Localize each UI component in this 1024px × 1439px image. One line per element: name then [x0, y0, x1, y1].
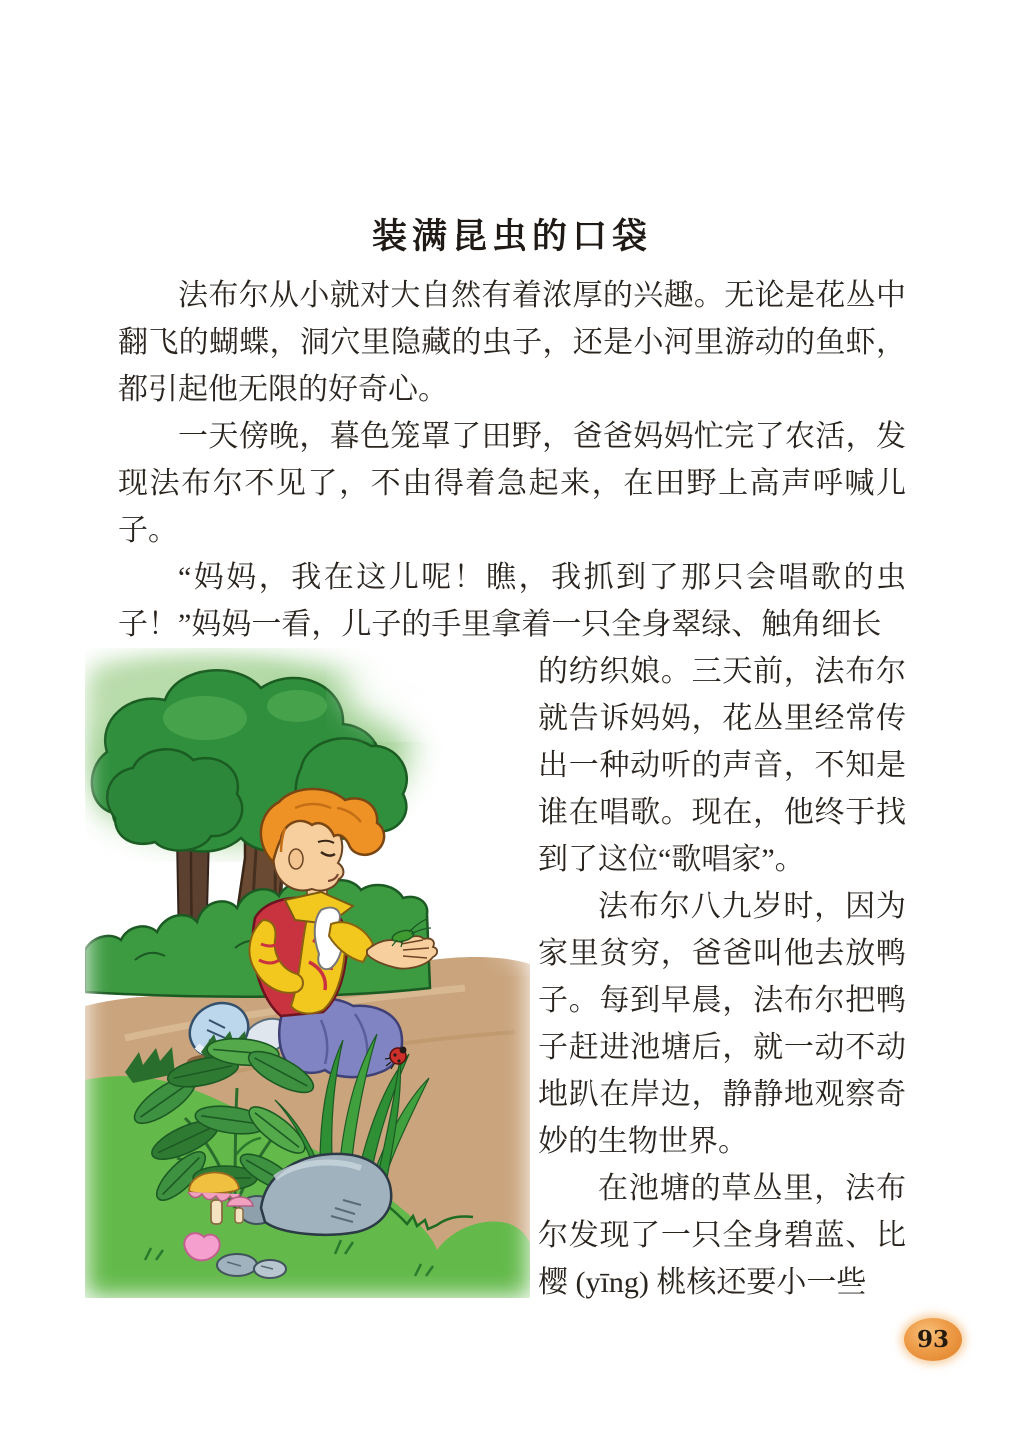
paragraph-3-continued: 的纺织娘。三天前，法布尔就告诉妈妈，花丛里经常传出一种动听的声音，不知是谁在唱歌。现在，他终于找到了这位“歌唱家”。: [538, 655, 906, 876]
paragraph-5: 在池塘的草丛里，法布尔发现了一只全身碧蓝、比樱 (yīng) 桃核还要小一些: [538, 1172, 906, 1299]
ear: [289, 849, 303, 869]
paragraph-2: 一天傍晚，暮色笼罩了田野，爸爸妈妈忙完了农活，发现法布尔不见了，不由得着急起来，在田野上高声呼喊儿子。: [118, 420, 906, 547]
story-illustration-svg: [85, 648, 530, 1298]
right-text-column: [538, 648, 906, 1306]
paragraph-4: 法布尔八九岁时，因为家里贫穷，爸爸叫他去放鸭子。每到早晨，法布尔把鸭子赶进池塘后，就一动不动地趴在岸边，静静地观察奇妙的生物世界。: [538, 890, 906, 1158]
paragraph-1: 法布尔从小就对大自然有着浓厚的兴趣。无论是花丛中翻飞的蝴蝶，洞穴里隐藏的虫子，还是小河里游动的鱼虾，都引起他无限的好奇心。: [118, 279, 906, 406]
page-number-badge: [904, 1318, 962, 1361]
page-title: 装满昆虫的口袋: [371, 217, 652, 257]
story-illustration: [85, 648, 530, 1298]
main-text-column: [118, 272, 906, 648]
paragraph-3-start: “妈妈，我在这儿呢！瞧，我抓到了那只会唱歌的虫子！”妈妈一看，儿子的手里拿着一只全身翠绿、触角细长: [118, 561, 906, 641]
page-number: 93: [916, 1326, 949, 1353]
pink-petal: [184, 1233, 219, 1260]
